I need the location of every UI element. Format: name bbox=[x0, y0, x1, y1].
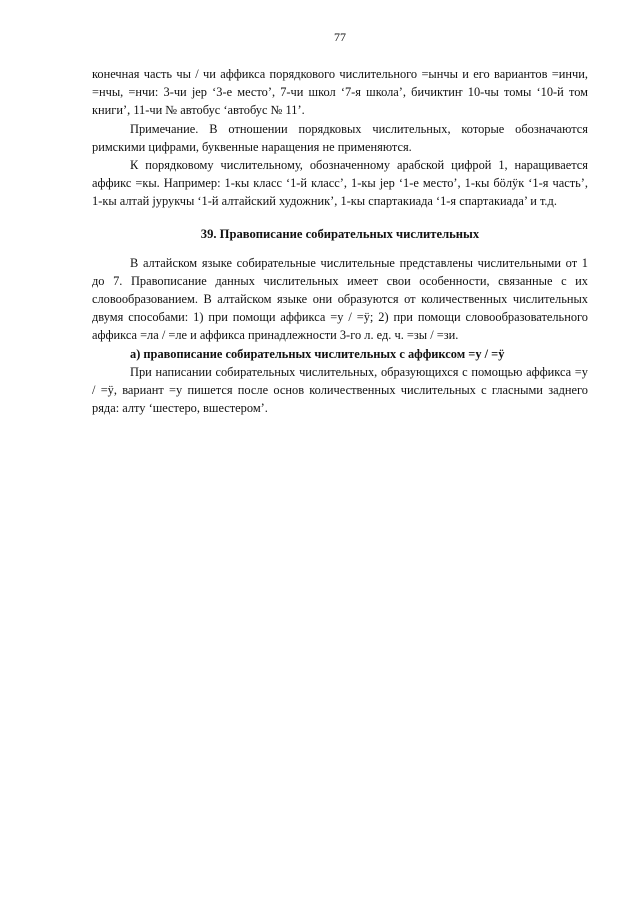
paragraph: При написании собирательных числительных, образующихся с помощью аффикса =у / =ÿ, вариант =у пишется после основ количественных числительных с гласными заднего ряда: алту ‘шестеро, вшестером’. bbox=[92, 364, 588, 416]
paragraph: К порядковому числительному, обозначенному арабской цифрой 1, наращивается аффикс =кы. Например: 1-кы класс ‘1-й класс’, 1-кы јер ‘1-е место’, 1-кы бöлÿк ‘1-я часть’, 1-кы алтай јурукчы ‘1-й алтайский художник’, 1-кы спартакиада ‘1-я спартакиада’ и т.д. bbox=[92, 158, 588, 209]
page-number: 77 bbox=[334, 30, 346, 44]
paragraph: конечная часть чы / чи аффикса порядкового числительного =ынчы и его вариантов =инчи, =нчы, =нчи: 3-чи јер ‘3-е место’, 7-чи школ ‘7-я школа’, бичиктиҥ 10-чы томы ‘10-й том книги’, 11-чи № автобус ‘автобус № 11’. bbox=[92, 67, 588, 118]
paragraph: Примечание. В отношении порядковых числительных, которые обозначаются римскими цифрами, буквенные наращения не применяются. bbox=[92, 121, 588, 154]
paragraph: В алтайском языке собирательные числительные представлены числительными от 1 до 7. Правописание данных числительных имеет свои особенности, связанные с их словообразованием. В алтайском языке они образуются от количественных числительных двумя способами: 1) при помощи аффикса =у / =ÿ; 2) при помощи словообразовательного аффикса =ла / =ле и аффикса принадлежности 3-го л. ед. ч. =зы / =зи. bbox=[92, 255, 588, 343]
subsection-heading: а) правописание собирательных числительных с аффиксом =у / =ÿ bbox=[130, 346, 505, 361]
section-heading: 39. Правописание собирательных числительных bbox=[200, 226, 480, 241]
